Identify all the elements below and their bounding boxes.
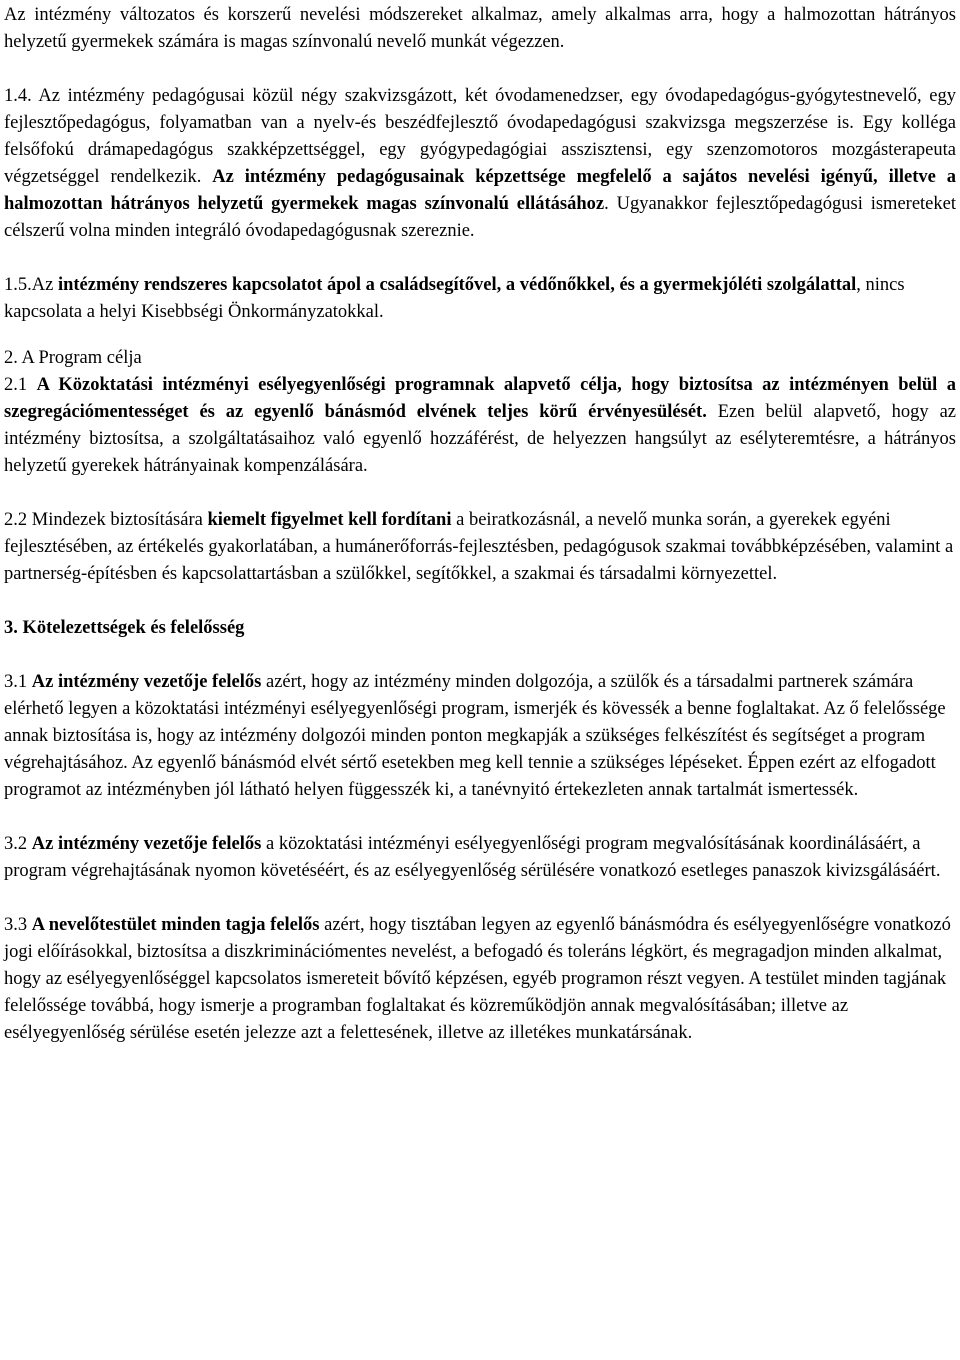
paragraph-1-5 [4, 272, 956, 326]
heading-3-text: 3. Kötelezettségek és felelősség [4, 618, 245, 638]
text-3-2-b: a közoktatási intézményi esélyegyenlőségi program megvalósításának koordinálásáért, a program végrehajtásának nyomon követéséért, és az esélyegyenlőség sérülésére vonatkozó esetleges panaszok kivizsgálásáért. [4, 834, 941, 881]
text-1-4-b: . Ugyanakkor fejlesztőpedagógusi ismereteket célszerű volna minden integráló óvodapedagógusnak szereznie. [4, 194, 956, 241]
text-3-3-b: azért, hogy tisztában legyen az egyenlő bánásmódra és esélyegyenlőségre vonatkozó jogi előírásokkal, biztosítsa a diszkriminációmentes nevelést, a befogadó és toleráns légkört, és megragadjon minden alkalmat, hogy az esélyegyenlőséggel kapcsolatos ismereteit bővítő képzésen, egyéb programon részt vegyen. A testület minden tagjának felelőssége továbbá, hogy ismerje a programban foglaltakat és közreműködjön annak megvalósításában; illetve az esélyegyenlőség sérülése esetén jelezze azt a felettesének, illetve az illetékes munkatársának. [4, 915, 951, 1043]
bold-3-2: Az intézmény vezetője felelős [31, 834, 262, 854]
text-1-4-a: 1.4. Az intézmény pedagógusai közül négy szakvizsgázott, két óvodamenedzser, egy óvodapedagógus-gyógytestnevelő, egy fejlesztőpedagógus, folyamatban van a nyelv-és beszédfejlesztő óvodapedagógusi szakvizsga megszerzése is. Egy kolléga felsőfokú drámapedagógus szakképzettséggel, egy gyógypedagógiai asszisztensi, egy szenzomotoros mozgásterapeuta végzetséggel rendelkezik. [4, 86, 956, 187]
text-3-3-a: 3.3 [4, 915, 32, 935]
document-page [4, 2, 956, 1047]
text-3-2-a: 3.2 [4, 834, 32, 854]
text-2-1-a: 2.1 [4, 375, 37, 395]
text-1-5-b: , nincs kapcsolata a helyi Kisebbségi Önkormányzatokkal. [4, 275, 905, 322]
heading-2 [4, 345, 956, 372]
text-2-1-b: Ezen belül alapvető, hogy az intézmény biztosítsa, a szolgáltatásaihoz való egyenlő hozzáférést, de helyezzen hangsúlyt az esélyteremtésre, a hátrányos helyzetű gyerekek hátrányainak kompenzálására. [4, 402, 956, 476]
text-3-1-b: azért, hogy az intézmény minden dolgozója, a szülők és a társadalmi partnerek számára elérhető legyen a közoktatási intézményi esélyegyenlőségi program, ismerjék és kövessék a benne foglaltakat. Az ő felelőssége annak biztosítása is, hogy az intézmény dolgozói minden ponton megkapják a szükséges felkészítést és segítséget a program végrehajtásához. Az egyenlő bánásmód elvét sértő esetekben meg kell tennie a szükséges lépéseket. Éppen ezért az elfogadott programot az intézményben jól látható helyen függesszék ki, a tanévnyitó értekezleten annak tartalmát ismertessék. [4, 672, 946, 800]
bold-3-1: Az intézmény vezetője felelős [31, 672, 262, 692]
paragraph-3-3 [4, 912, 956, 1047]
paragraph-2-1 [4, 372, 956, 480]
paragraph-3-1 [4, 669, 956, 804]
bold-1-5: intézmény rendszeres kapcsolatot ápol a családsegítővel, a védőnőkkel, és a gyermekjóléti szolgálattal [57, 275, 857, 295]
heading-3 [4, 615, 956, 642]
text-1-5-a: 1.5.Az [4, 275, 58, 295]
paragraph-intro [4, 2, 956, 56]
bold-2-1: A Közoktatási intézményi esélyegyenlőségi programnak alapvető célja, hogy biztosítsa az intézményen belül a szegregációmentességet és az egyenlő bánásmód elvének teljes körű érvényesülését. [4, 375, 957, 422]
bold-1-4: Az intézmény pedagógusainak képzettsége megfelelő a sajátos nevelési igényű, illetve a halmozottan hátrányos helyzetű gyermekek magas színvonalú ellátásához [4, 167, 956, 214]
bold-2-2: kiemelt figyelmet kell fordítani [207, 510, 452, 530]
heading-2-text: 2. A Program célja [4, 348, 142, 368]
text-3-1-a: 3.1 [4, 672, 32, 692]
text-2-2-a: 2.2 Mindezek biztosítására [4, 510, 208, 530]
text-2-2-b: a beiratkozásnál, a nevelő munka során, a gyerekek egyéni fejlesztésében, az értékelés gyakorlatában, a humánerőforrás-fejlesztésben, pedagógusok szakmai továbbképzésében, valamint a partnerség-építésben és kapcsolattartásban a szülőkkel, segítőkkel, a szakmai és társadalmi környezettel. [4, 510, 954, 584]
bold-3-3: A nevelőtestület minden tagja felelős [31, 915, 320, 935]
paragraph-2-2 [4, 507, 956, 588]
paragraph-3-2 [4, 831, 956, 885]
intro-text: Az intézmény változatos és korszerű nevelési módszereket alkalmaz, amely alkalmas arra, hogy a halmozottan hátrányos helyzetű gyermekek számára is magas színvonalú nevelő munkát végezzen. [4, 5, 956, 52]
paragraph-1-4 [4, 83, 956, 245]
